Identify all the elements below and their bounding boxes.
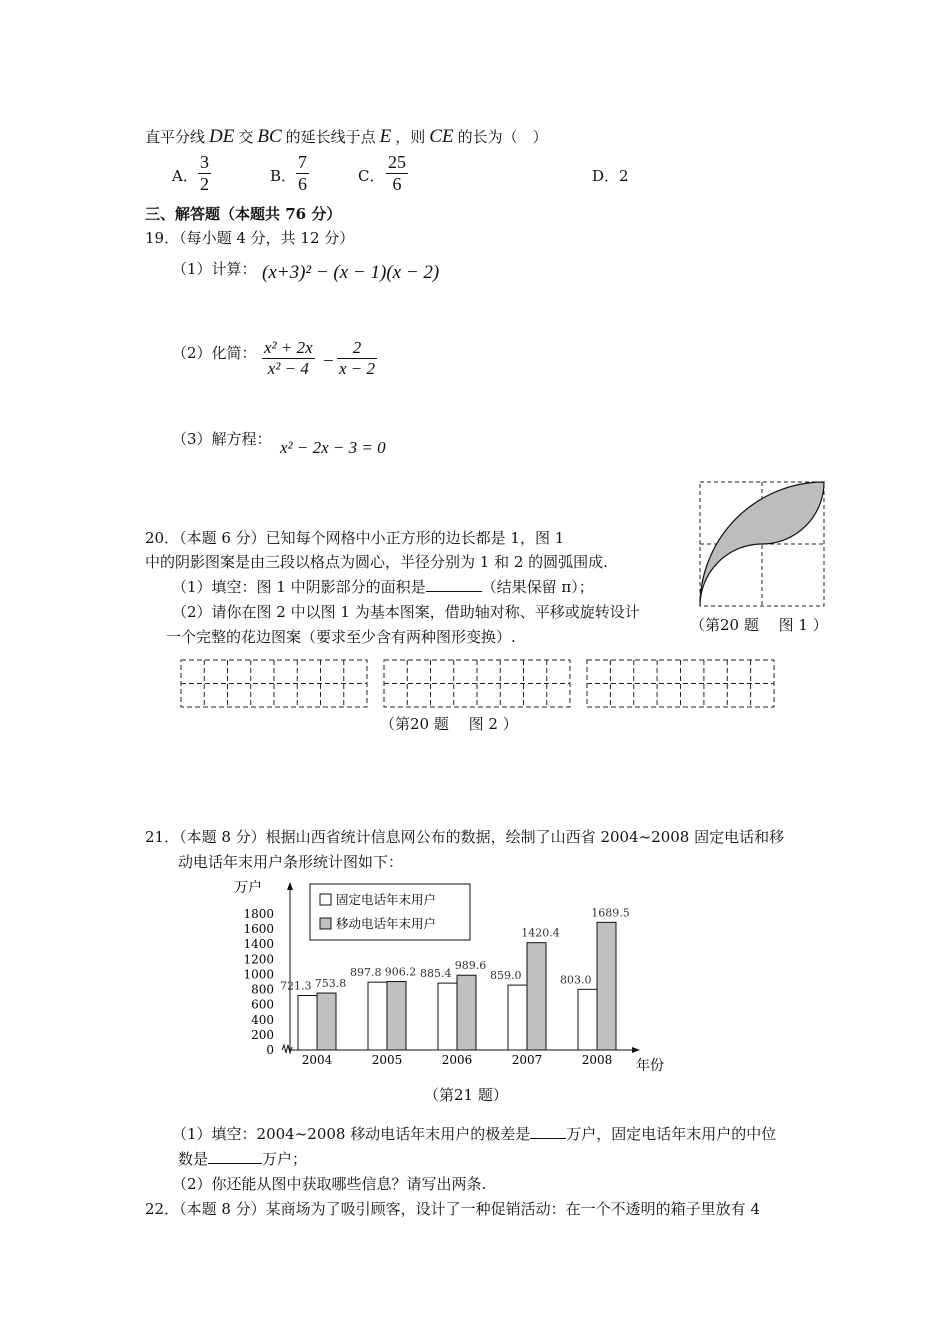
- q21-part1: （1）填空：2004~2008 移动电话年末用户的极差是 万户，固定电话年末用户的中位: [172, 1125, 777, 1143]
- bar-label-fixed-2005: 897.8: [350, 966, 382, 980]
- q19-part2-fraction-2: $\frac{2}{x - 2}$: [339, 338, 376, 378]
- chart-x-axis-arrow: [632, 1047, 640, 1053]
- bar-fixed-2004: [298, 996, 317, 1050]
- q18-stem: 直平分线 DE 交 BC 的延长线于点 E ，则 CE 的长为（ ）: [145, 126, 548, 147]
- q21-bar-chart: [228, 874, 678, 1080]
- q18-option-c-label: C．: [358, 167, 385, 185]
- q20-part2: （2）请你在图 2 中以图 1 为基本图案，借助轴对称、平移或旋转设计: [172, 603, 640, 621]
- x-tick-label-2004: 2004: [301, 1053, 333, 1067]
- q19-part1-label: （1）计算：: [172, 260, 257, 278]
- y-tick-label: 1800: [243, 907, 274, 921]
- y-tick-label: 600: [251, 997, 274, 1012]
- q19-part2-fraction-1: $\frac{\text{x² + 2x}}{\text{x² − 4}}$: [264, 338, 313, 378]
- q20-figure-2-caption: （第20 题 图 2 ）: [380, 715, 518, 733]
- bar-fixed-2007: [508, 985, 527, 1050]
- q19-part3-expression: x² − 2x − 3 = 0: [280, 438, 386, 457]
- chart-legend: [310, 884, 470, 940]
- q21-chart-caption: （第21 题）: [424, 1086, 508, 1104]
- q20-part1: （1）填空：图 1 中阴影部分的面积是 （结果保留 π）；: [172, 578, 594, 596]
- q18-option-a-fraction: $\frac{3}{2}$: [200, 152, 209, 194]
- bar-label-fixed-2006: 885.4: [420, 967, 452, 981]
- y-tick-label: 1400: [243, 937, 274, 952]
- bar-fixed-2005: [368, 982, 387, 1050]
- q19-heading: 19．（每小题 4 分，共 12 分）: [145, 229, 355, 247]
- bar-fixed-2008: [578, 989, 597, 1050]
- y-tick-label: 400: [251, 1012, 274, 1027]
- bar-mobile-2008: [597, 922, 616, 1050]
- x-tick-label-2005: 2005: [371, 1053, 403, 1067]
- bar-label-fixed-2007: 859.0: [490, 969, 522, 983]
- y-tick-label: 200: [251, 1027, 274, 1042]
- bar-mobile-2004: [317, 993, 336, 1050]
- chart-x-axis-label: 年份: [636, 1058, 664, 1074]
- q20-part2-cont: 一个完整的花边图案（要求至少含有两种图形变换）.: [166, 628, 516, 646]
- section-title: 三、解答题（本题共 76 分）: [145, 205, 342, 223]
- q22-line1: 22．（本题 8 分）某商场为了吸引顾客，设计了一种促销活动：在一个不透明的箱子里放有 4: [145, 1200, 760, 1218]
- legend-label-fixed: 固定电话年末用户: [336, 892, 437, 907]
- y-tick-label: 1200: [243, 952, 274, 967]
- q19-part1-expression: (x+3)² − (x − 1)(x − 2): [262, 262, 440, 283]
- chart-y-axis-label: 万户: [234, 880, 262, 896]
- q18-option-d: D．2: [592, 167, 629, 185]
- x-tick-label-2007: 2007: [511, 1053, 543, 1067]
- bar-mobile-2005: [387, 982, 406, 1050]
- q18-option-b-label: B．: [270, 167, 297, 185]
- legend-label-mobile: 移动电话年末用户: [336, 916, 437, 931]
- y-tick-label: 1600: [243, 922, 274, 937]
- bar-label-mobile-2005: 906.2: [384, 965, 417, 979]
- q20-figure-2: [178, 658, 778, 710]
- q21-part1-cont: 数是 万户；: [178, 1150, 308, 1168]
- bar-fixed-2006: [438, 983, 457, 1050]
- q19-part3-label: （3）解方程：: [172, 430, 272, 448]
- q18-option-b-fraction: $\frac{7}{6}$: [298, 152, 307, 194]
- x-tick-label-2008: 2008: [581, 1053, 613, 1067]
- y-tick-label: 1000: [243, 967, 274, 982]
- bar-label-fixed-2004: 721.3: [280, 979, 312, 993]
- q19-part2-label: （2）化简：: [172, 344, 257, 362]
- q21-line2: 动电话年末用户条形统计图如下：: [178, 853, 404, 871]
- q21-part2: （2）你还能从图中获取哪些信息？请写出两条.: [172, 1175, 487, 1193]
- q21-line1: 21．（本题 8 分）根据山西省统计信息网公布的数据，绘制了山西省 2004~2008 固定电话和移: [145, 828, 785, 846]
- q18-option-a-label: A．: [172, 167, 198, 185]
- bar-mobile-2006: [457, 975, 476, 1050]
- legend-swatch-mobile: [320, 918, 331, 929]
- bar-label-mobile-2006: 989.6: [454, 959, 487, 973]
- q19-part2-minus: −: [323, 351, 334, 372]
- bar-label-mobile-2007: 1420.4: [521, 926, 560, 940]
- bar-label-mobile-2004: 753.8: [314, 977, 347, 991]
- q20-line2: 中的阴影图案是由三段以格点为圆心，半径分别为 1 和 2 的圆弧围成.: [145, 553, 608, 571]
- chart-y-axis-arrow: [287, 882, 293, 890]
- q20-figure-1: [698, 480, 826, 608]
- y-tick-label: 0: [266, 1043, 274, 1057]
- bar-label-fixed-2008: 803.0: [560, 973, 592, 987]
- bar-mobile-2007: [527, 943, 546, 1050]
- q20-line1: 20．（本题 6 分）已知每个网格中小正方形的边长都是 1，图 1: [145, 529, 565, 547]
- x-tick-label-2006: 2006: [441, 1053, 473, 1067]
- q20-figure-1-caption: （第20 题 图 1 ）: [690, 616, 828, 634]
- bar-label-mobile-2008: 1689.5: [591, 906, 630, 920]
- y-tick-label: 800: [251, 982, 274, 997]
- legend-swatch-fixed: [320, 894, 331, 905]
- q18-option-c-fraction: $\frac{25}{6}$: [388, 152, 406, 194]
